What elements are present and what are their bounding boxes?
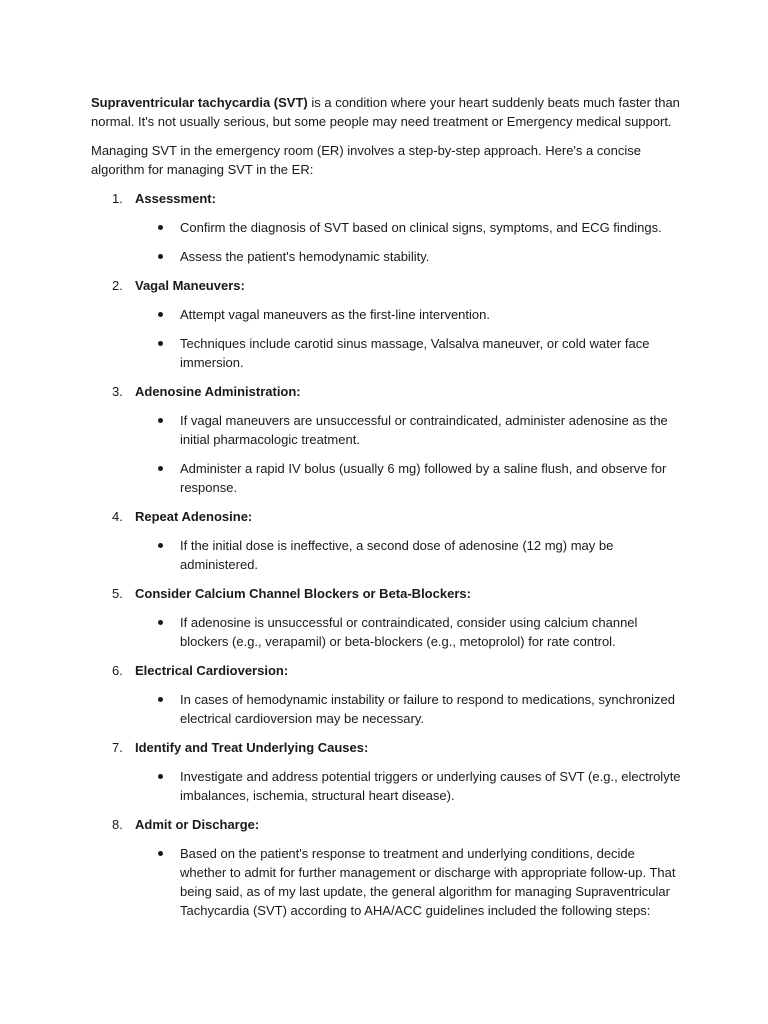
intro-text: is a condition where your heart suddenly beats much faster than normal. It's not usually serious, but some people may need treatment or Emergency medical support. xyxy=(91,95,680,129)
bullet-list xyxy=(135,690,681,728)
step-item xyxy=(91,382,681,497)
bullet-item xyxy=(135,334,681,372)
bullet-text: If adenosine is unsuccessful or contraindicated, consider using calcium channel blockers (e.g., verapamil) or beta-blockers (e.g., metoprolol) for rate control. xyxy=(180,615,638,649)
step-number: 6. xyxy=(112,663,123,678)
step-number: 7. xyxy=(112,740,123,755)
bullet-dot-icon xyxy=(158,851,163,856)
bullet-list xyxy=(135,613,681,651)
bullet-item xyxy=(135,767,681,805)
bullet-text: Attempt vagal maneuvers as the first-line intervention. xyxy=(180,307,490,322)
step-number: 3. xyxy=(112,384,123,399)
bullet-text: Investigate and address potential triggers or underlying causes of SVT (e.g., electrolyte imbalances, ischemia, structural heart disease). xyxy=(180,769,681,803)
step-item xyxy=(91,661,681,728)
step-number: 1. xyxy=(112,191,123,206)
step-title: Vagal Maneuvers: xyxy=(135,278,245,293)
bullet-list xyxy=(135,411,681,497)
bullet-text: Confirm the diagnosis of SVT based on clinical signs, symptoms, and ECG findings. xyxy=(180,220,662,235)
bullet-list xyxy=(135,536,681,574)
bullet-list xyxy=(135,305,681,372)
step-item xyxy=(91,584,681,651)
bullet-list xyxy=(135,844,681,920)
bullet-dot-icon xyxy=(158,254,163,259)
step-title: Adenosine Administration: xyxy=(135,384,301,399)
step-item xyxy=(91,815,681,920)
step-item xyxy=(91,276,681,372)
bullet-item xyxy=(135,459,681,497)
step-title: Assessment: xyxy=(135,191,216,206)
bullet-dot-icon xyxy=(158,697,163,702)
bullet-dot-icon xyxy=(158,620,163,625)
bullet-item xyxy=(135,613,681,651)
bullet-list xyxy=(135,767,681,805)
bullet-dot-icon xyxy=(158,225,163,230)
bullet-dot-icon xyxy=(158,543,163,548)
bullet-item xyxy=(135,844,681,920)
intro-term: Supraventricular tachycardia (SVT) xyxy=(91,95,308,110)
bullet-text: Based on the patient's response to treatment and underlying conditions, decide whether to admit for further management or discharge with appropriate follow-up. That being said, as of my last update, the general algorithm for managing Supraventricular Tachycardia (SVT) according to AHA/ACC guidelines included the following steps: xyxy=(180,846,676,918)
step-number: 2. xyxy=(112,278,123,293)
bullet-text: In cases of hemodynamic instability or failure to respond to medications, synchronized electrical cardioversion may be necessary. xyxy=(180,692,675,726)
bullet-dot-icon xyxy=(158,774,163,779)
bullet-item xyxy=(135,690,681,728)
bullet-text: If vagal maneuvers are unsuccessful or contraindicated, administer adenosine as the initial pharmacologic treatment. xyxy=(180,413,668,447)
step-item xyxy=(91,189,681,266)
bullet-item xyxy=(135,305,681,324)
bullet-item xyxy=(135,411,681,449)
lead-paragraph: Managing SVT in the emergency room (ER) involves a step-by-step approach. Here's a concise algorithm for managing SVT in the ER: xyxy=(91,143,641,177)
bullet-dot-icon xyxy=(158,341,163,346)
bullet-item xyxy=(135,247,681,266)
step-title: Admit or Discharge: xyxy=(135,817,260,832)
bullet-dot-icon xyxy=(158,418,163,423)
bullet-item xyxy=(135,536,681,574)
steps-list xyxy=(91,189,681,920)
bullet-item xyxy=(135,218,681,237)
document-page xyxy=(91,93,681,930)
step-title: Repeat Adenosine: xyxy=(135,509,253,524)
step-number: 4. xyxy=(112,509,123,524)
step-title: Identify and Treat Underlying Causes: xyxy=(135,740,369,755)
intro-paragraph xyxy=(91,93,681,131)
bullet-text: If the initial dose is ineffective, a second dose of adenosine (12 mg) may be administered. xyxy=(180,538,614,572)
bullet-text: Assess the patient's hemodynamic stability. xyxy=(180,249,430,264)
bullet-text: Techniques include carotid sinus massage, Valsalva maneuver, or cold water face immersion. xyxy=(180,336,650,370)
bullet-text: Administer a rapid IV bolus (usually 6 mg) followed by a saline flush, and observe for response. xyxy=(180,461,667,495)
step-title: Consider Calcium Channel Blockers or Beta-Blockers: xyxy=(135,586,471,601)
step-item xyxy=(91,738,681,805)
bullet-list xyxy=(135,218,681,266)
bullet-dot-icon xyxy=(158,466,163,471)
step-item xyxy=(91,507,681,574)
step-title: Electrical Cardioversion: xyxy=(135,663,289,678)
bullet-dot-icon xyxy=(158,312,163,317)
step-number: 8. xyxy=(112,817,123,832)
step-number: 5. xyxy=(112,586,123,601)
